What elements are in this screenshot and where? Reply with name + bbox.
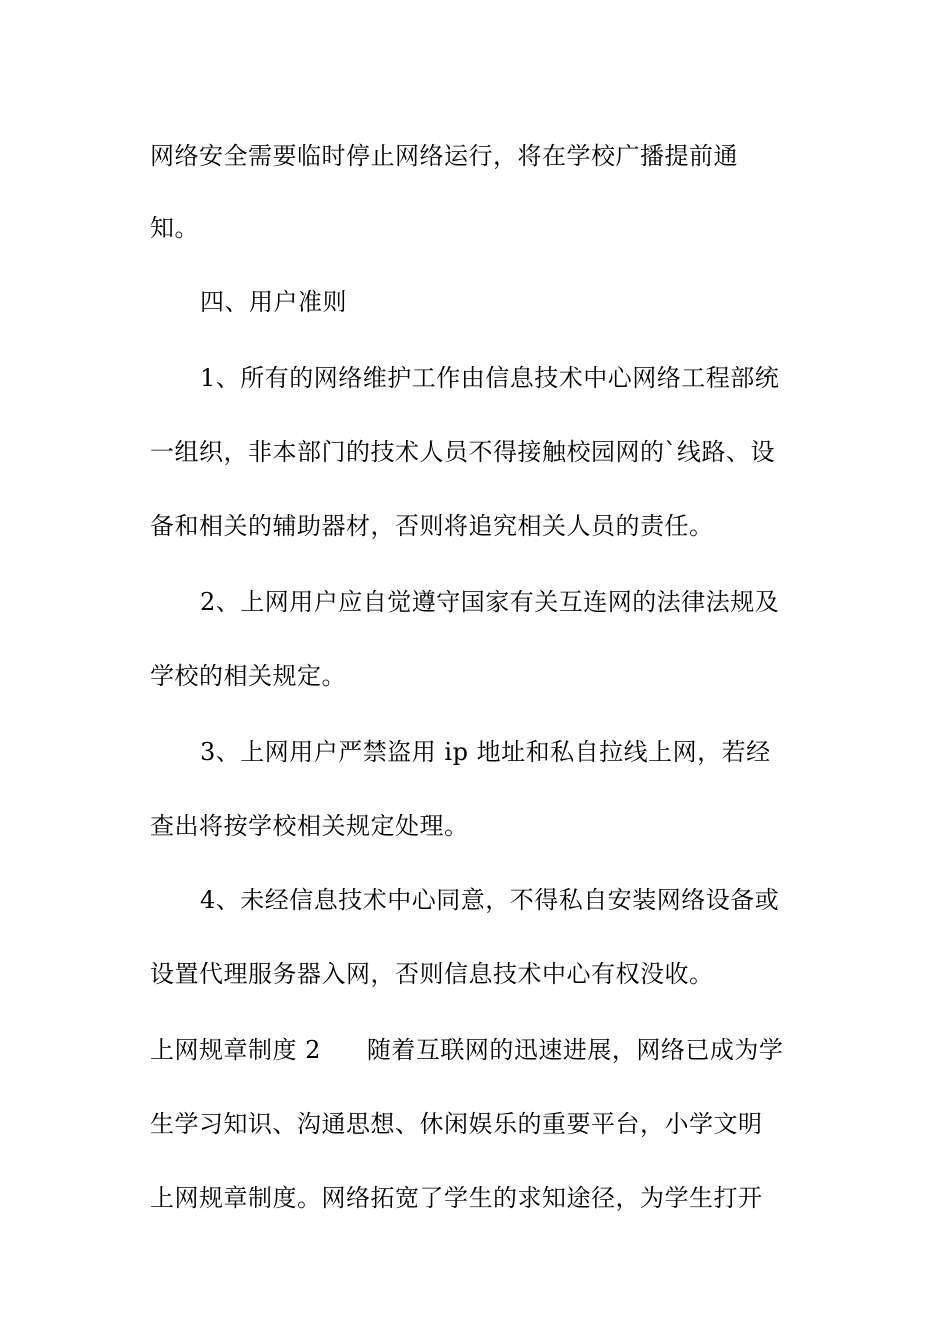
paragraph-line: 生学习知识、沟通思想、休闲娱乐的重要平台，小学文明 (150, 1110, 763, 1138)
paragraph-line: 1、所有的网络维护工作由信息技术中心网络工程部统 (200, 364, 780, 392)
paragraph-line: 上网规章制度。网络拓宽了学生的求知途径，为学生打开 (150, 1184, 763, 1212)
paragraph-line: 网络安全需要临时停止网络运行，将在学校广播提前通 (150, 142, 738, 170)
paragraph-line: 2、上网用户应自觉遵守国家有关互连网的法律法规及 (200, 588, 780, 616)
section-title: 上网规章制度 2 (150, 1036, 321, 1064)
paragraph-line: 4、未经信息技术中心同意，不得私自安装网络设备或 (200, 886, 780, 914)
paragraph-line: 备和相关的辅助器材，否则将追究相关人员的责任。 (150, 512, 714, 540)
paragraph-line: 设置代理服务器入网，否则信息技术中心有权没收。 (150, 960, 714, 988)
section-title-line (150, 1034, 810, 1066)
paragraph-line: 查出将按学校相关规定处理。 (150, 812, 469, 840)
paragraph-line: 3、上网用户严禁盗用 ip 地址和私自拉线上网，若经 (200, 738, 771, 766)
paragraph-line: 知。 (150, 214, 199, 242)
section-intro-text: 随着互联网的迅速进展，网络已成为学 (366, 1036, 784, 1064)
section-heading: 四、用户准则 (200, 288, 347, 316)
paragraph-line: 学校的相关规定。 (150, 662, 346, 690)
paragraph-line: 一组织，非本部门的技术人员不得接触校园网的`线路、设 (150, 438, 775, 466)
